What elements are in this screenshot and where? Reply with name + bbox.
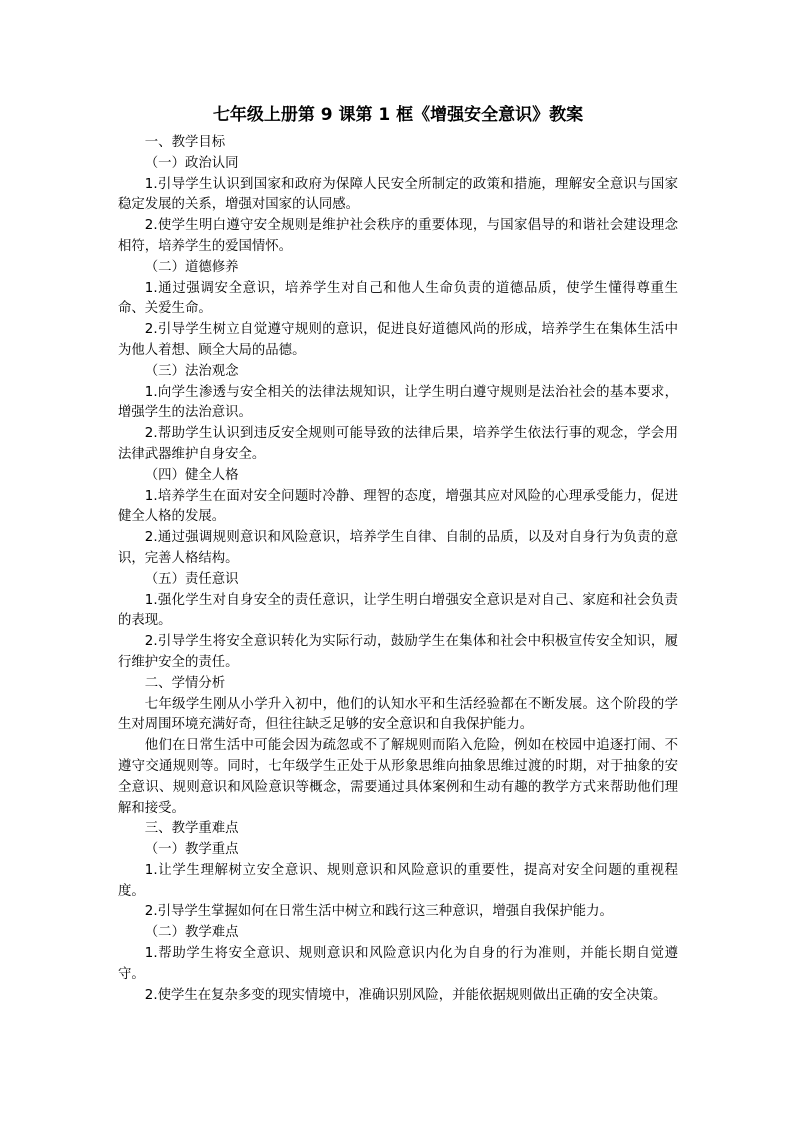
paragraph: 他们在日常生活中可能会因为疏忽或不了解规则而陷入危险，例如在校园中追逐打闹、不遵守交通规则等。同时，七年级学生正处于从形象思维向抽象思维过渡的时期，对于抽象的安全意识、规则意识和风险意识等概念，需要通过具体案例和生动有趣的教学方式来帮助他们理解和接受。 — [118, 738, 678, 816]
subsection-heading: （五）责任意识 — [144, 571, 239, 587]
paragraph: 2.通过强调规则意识和风险意识，培养学生自律、自制的品质，以及对自身行为负责的意识，完善人格结构。 — [118, 530, 678, 566]
section-heading: 三、教学重难点 — [144, 821, 239, 837]
subsection-heading: （四）健全人格 — [144, 467, 239, 483]
paragraph: 1.强化学生对自身安全的责任意识，让学生明白增强安全意识是对自己、家庭和社会负责的表现。 — [118, 592, 678, 629]
paragraph: 2.引导学生树立自觉遵守规则的意识，促进良好道德风尚的形成，培养学生在集体生活中为他人着想、顾全大局的品德。 — [118, 322, 678, 358]
paragraph: 2.引导学生掌握如何在日常生活中树立和践行这三种意识，增强自我保护能力。 — [144, 904, 613, 920]
paragraph: 1.向学生渗透与安全相关的法律法规知识，让学生明白遵守规则是法治社会的基本要求，增强学生的法治意识。 — [118, 384, 678, 421]
section-heading: 一、教学目标 — [144, 135, 226, 150]
subsection-heading: （一）教学重点 — [144, 842, 239, 858]
paragraph: 2.使学生明白遵守安全规则是维护社会秩序的重要体现，与国家倡导的和谐社会建设理念相符，培养学生的爱国情怀。 — [118, 218, 678, 254]
paragraph: 七年级学生刚从小学升入初中，他们的认知水平和生活经验都在不断发展。这个阶段的学生对周围环境充满好奇，但往往缺乏足够的安全意识和自我保护能力。 — [118, 696, 678, 733]
subsection-heading: （三）法治观念 — [144, 363, 239, 379]
section-heading: 二、学情分析 — [144, 675, 226, 691]
paragraph: 2.使学生在复杂多变的现实情境中，准确识别风险，并能依据规则做出正确的安全决策。 — [144, 987, 667, 1003]
paragraph: 1.通过强调安全意识，培养学生对自己和他人生命负责的道德品质，使学生懂得尊重生命、关爱生命。 — [118, 280, 678, 317]
subsection-heading: （二）教学难点 — [144, 925, 239, 941]
paragraph: 1.让学生理解树立安全意识、规则意识和风险意识的重要性，提高对安全问题的重视程度。 — [118, 862, 678, 899]
document-title: 七年级上册第 9 课第 1 框《增强安全意识》教案 — [212, 105, 584, 125]
paragraph: 1.引导学生认识到国家和政府为保障人民安全所制定的政策和措施，理解安全意识与国家稳定发展的关系，增强对国家的认同感。 — [118, 176, 678, 213]
document-body — [118, 103, 678, 1006]
subsection-heading: （二）道德修养 — [144, 259, 239, 275]
subsection-heading: （一）政治认同 — [144, 155, 239, 171]
paragraph: 2.帮助学生认识到违反安全规则可能导致的法律后果，培养学生依法行事的观念，学会用法律武器维护自身安全。 — [118, 426, 678, 462]
paragraph: 2.引导学生将安全意识转化为实际行动，鼓励学生在集体和社会中积极宣传安全知识，履行维护安全的责任。 — [118, 634, 678, 670]
paragraph: 1.培养学生在面对安全问题时冷静、理智的态度，增强其应对风险的心理承受能力，促进健全人格的发展。 — [118, 488, 678, 525]
paragraph: 1.帮助学生将安全意识、规则意识和风险意识内化为自身的行为准则，并能长期自觉遵守。 — [118, 946, 678, 982]
